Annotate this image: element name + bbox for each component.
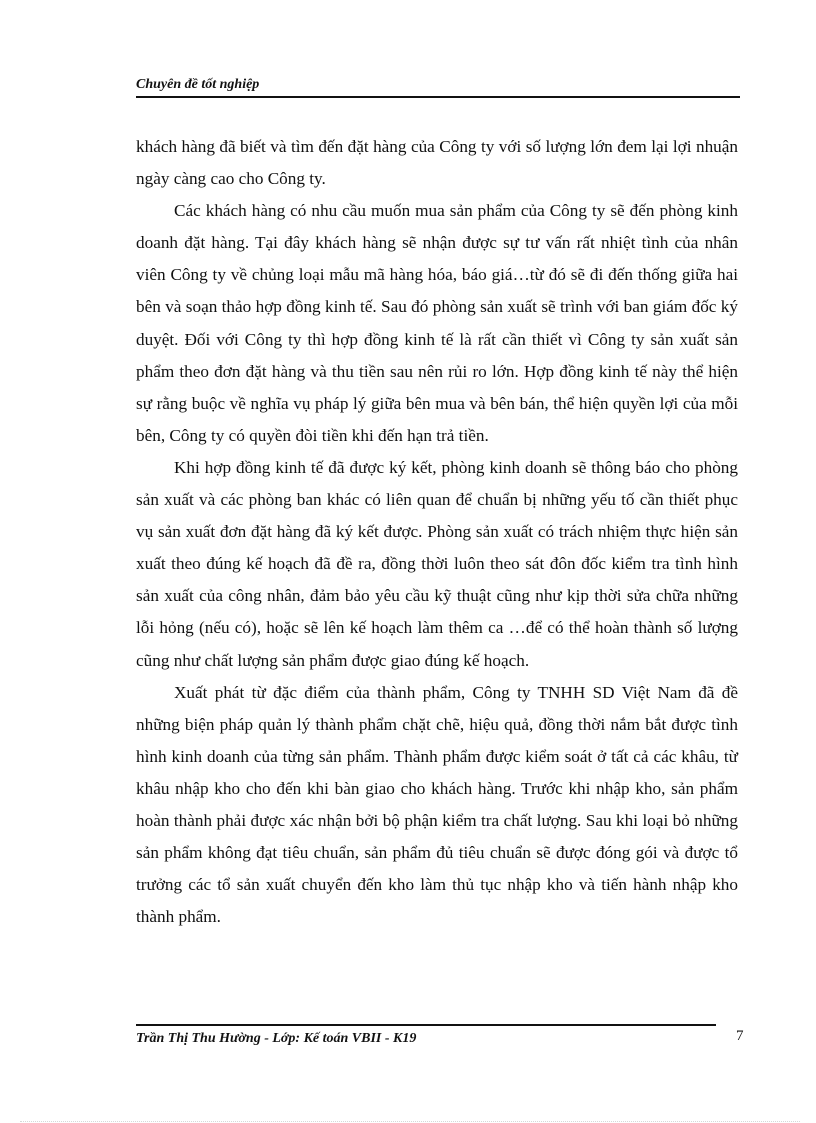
page-bottom-edge xyxy=(20,1121,800,1122)
page-number: 7 xyxy=(736,1028,744,1044)
header-title: Chuyên đề tốt nghiệp xyxy=(136,77,260,92)
paragraph-production: Khi hợp đồng kinh tế đã được ký kết, phòng kinh doanh sẽ thông báo cho phòng sản xuất và các phòng ban khác có liên quan để chuẩn bị những yếu tố cần thiết phục vụ sản xuất đơn đặt hàng đã ký kết được. Phòng sản xuất có trách nhiệm thực hiện sản xuất theo đúng kế hoạch đã đề ra, đồng thời luôn theo sát đôn đốc kiểm tra tình hình sản xuất của công nhân, đảm bảo yêu cầu kỹ thuật cũng như kịp thời sửa chữa những lỗi hỏng (nếu có), hoặc sẽ lên kế hoạch làm thêm ca …để có thể hoàn thành số lượng cũng như chất lượng sản phẩm được giao đúng kế hoạch. xyxy=(136,457,738,670)
paragraph-continuation: khách hàng đã biết và tìm đến đặt hàng của Công ty với số lượng lớn đem lại lợi nhuận ngày càng cao cho Công ty. xyxy=(136,137,738,189)
body-text xyxy=(136,131,738,933)
footer-rule xyxy=(136,1024,716,1026)
paragraph-finished-goods: Xuất phát từ đặc điểm của thành phẩm, Công ty TNHH SD Việt Nam đã đề những biện pháp quản lý thành phẩm chặt chẽ, hiệu quả, đồng thời nắm bắt được tình hình kinh doanh của từng sản phẩm. Thành phẩm được kiểm soát ở tất cả các khâu, từ khâu nhập kho cho đến khi bàn giao cho khách hàng. Trước khi nhập kho, sản phẩm hoàn thành phải được xác nhận bởi bộ phận kiểm tra chất lượng. Sau khi loại bỏ những sản phẩm không đạt tiêu chuẩn, sản phẩm đủ tiêu chuẩn sẽ được đóng gói và được tổ trưởng các tổ sản xuất chuyển đến kho làm thủ tục nhập kho và tiến hành nhập kho thành phẩm. xyxy=(136,682,738,927)
footer-author: Trần Thị Thu Hường - Lớp: Kế toán VBII - K19 xyxy=(136,1031,417,1046)
page-header xyxy=(136,76,740,98)
paragraph-customer-orders: Các khách hàng có nhu cầu muốn mua sản phẩm của Công ty sẽ đến phòng kinh doanh đặt hàng. Tại đây khách hàng sẽ nhận được sự tư vấn rất nhiệt tình của nhân viên Công ty về chủng loại mẫu mã hàng hóa, báo giá…từ đó sẽ đi đến thống giữa hai bên và soạn thảo hợp đồng kinh tế. Sau đó phòng sản xuất sẽ trình với ban giám đốc ký duyệt. Đối với Công ty thì hợp đồng kinh tế là rất cần thiết vì Công ty sản xuất sản phẩm theo đơn đặt hàng và thu tiền sau nên rủi ro lớn. Hợp đồng kinh tế này thể hiện sự rằng buộc về nghĩa vụ pháp lý giữa bên mua và bên bán, thể hiện quyền lợi của mỗi bên, Công ty có quyền đòi tiền khi đến hạn trả tiền. xyxy=(136,201,738,445)
